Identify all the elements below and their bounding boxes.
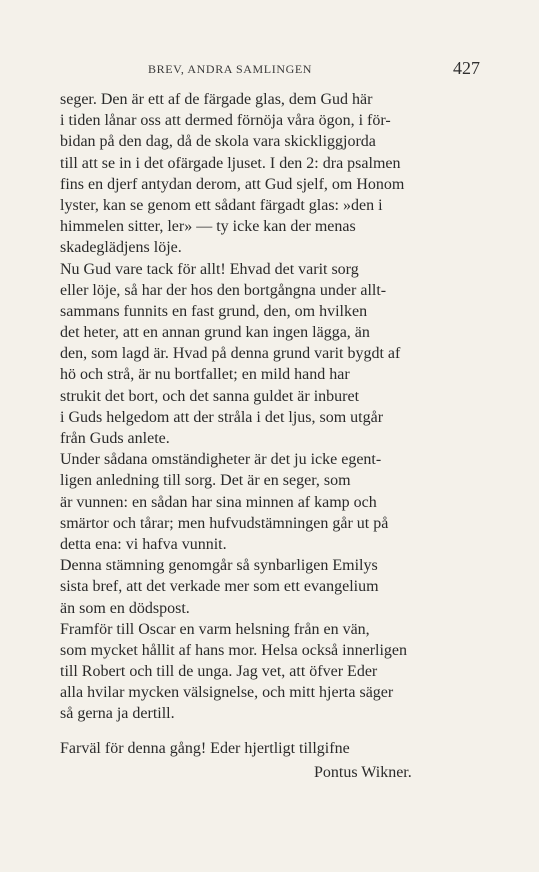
text-line: Denna stämning genomgår så synbarligen Emilys (60, 557, 378, 575)
text-line: än som en dödspost. (60, 599, 190, 617)
page-header (60, 58, 490, 80)
text-line: ligen anledning till sorg. Det är en seger, som (60, 472, 351, 490)
text-line: strukit det bort, och det sanna guldet är inburet (60, 387, 360, 405)
text-line: Nu Gud vare tack för allt! Ehvad det varit sorg (60, 260, 359, 278)
signature: Pontus Wikner. (314, 764, 412, 781)
text-line: är vunnen: en sådan har sina minnen af kamp och (60, 493, 377, 511)
text-line: eller löje, så har der hos den bortgångna under allt- (60, 281, 387, 299)
text-line: Framför till Oscar en varm helsning från en vän, (60, 620, 370, 638)
text-line: från Guds anlete. (60, 430, 170, 447)
text-line: himmelen sitter, ler» — ty icke kan der menas (60, 218, 356, 236)
text-line: skadeglädjens löje. (60, 239, 182, 257)
body-text (60, 89, 484, 725)
text-line: det heter, att en annan grund kan ingen lägga, än (60, 324, 370, 342)
text-line: detta ena: vi hafva vunnit. (60, 535, 227, 553)
farewell-line: Farväl för denna gång! Eder hjertligt tillgifne (60, 740, 350, 757)
text-line: så gerna ja dertill. (60, 705, 175, 723)
text-line: som mycket hållit af hans mor. Helsa också innerligen (60, 641, 408, 659)
text-line: den, som lagd är. Hvad på denna grund varit bygdt af (60, 345, 401, 363)
text-line: i tiden lånar oss att dermed förnöja våra ögon, i för- (60, 112, 391, 130)
page-number: 427 (453, 58, 480, 78)
text-line: Under sådana omständigheter är det ju icke egent- (60, 451, 382, 469)
text-line: bidan på den dag, då de skola vara skickliggjorda (60, 133, 376, 151)
text-line: hö och strå, är nu bortfallet; en mild hand har (60, 366, 350, 384)
text-line: fins en djerf antydan derom, att Gud sjelf, om Honom (60, 175, 405, 193)
running-head: BREV, ANDRA SAMLINGEN (148, 62, 313, 76)
text-line: alla hvilar mycken välsignelse, och mitt hjerta säger (60, 684, 394, 702)
text-line: i Guds helgedom att der stråla i det ljus, som utgår (60, 408, 384, 426)
text-line: sammans funnits en fast grund, den, om hvilken (60, 302, 368, 320)
text-line: sista bref, att det verkade mer som ett evangelium (60, 578, 379, 596)
text-line: lyster, kan se genom ett sådant färgadt glas: »den i (60, 196, 383, 214)
text-line: seger. Den är ett af de färgade glas, dem Gud här (60, 91, 373, 108)
text-line: till Robert och till de unga. Jag vet, att öfver Eder (60, 663, 378, 681)
text-line: till att se in i det ofärgade ljuset. I den 2: dra psalmen (60, 154, 401, 172)
text-line: smärtor och tårar; men hufvudstämningen går ut på (60, 514, 389, 532)
